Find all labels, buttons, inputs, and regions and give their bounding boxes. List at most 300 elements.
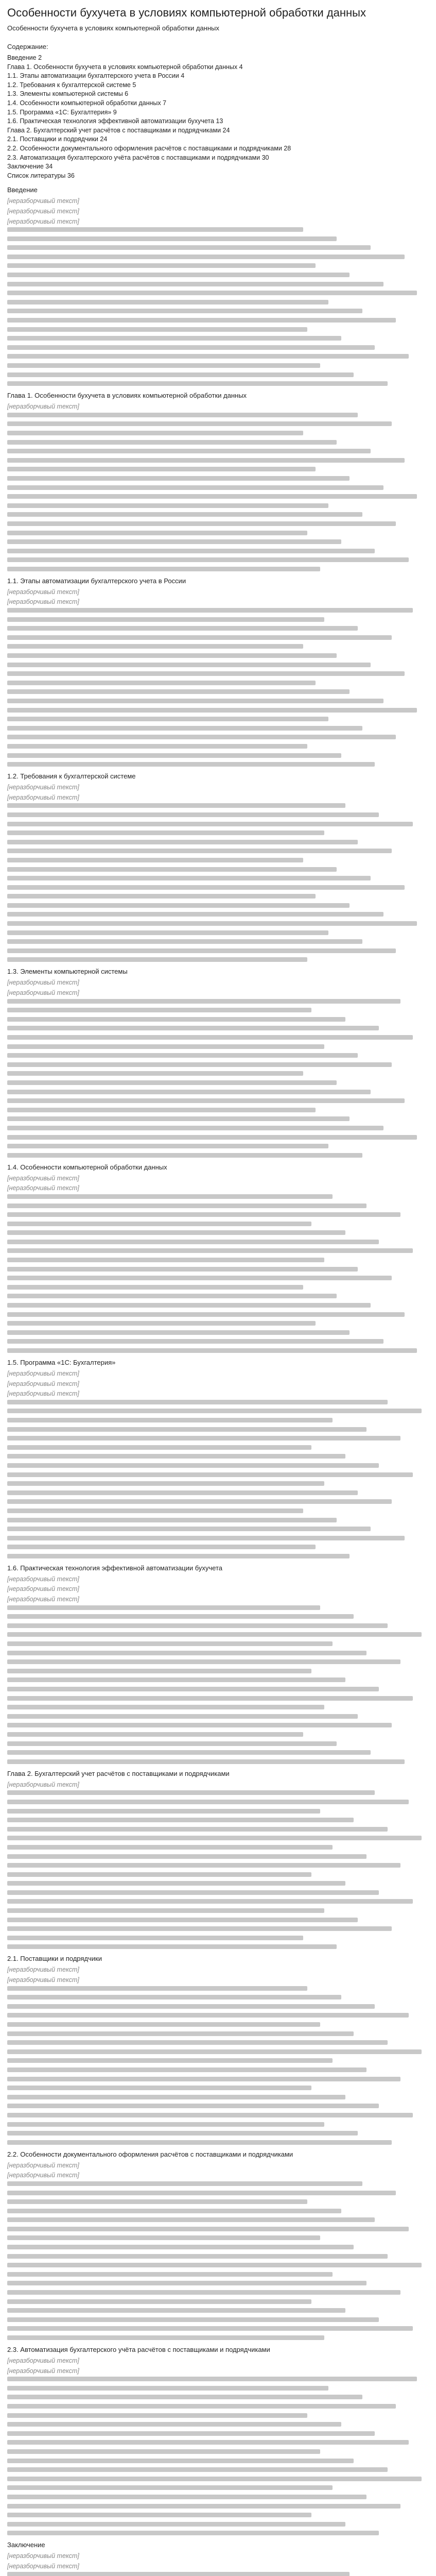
text-line-placeholder xyxy=(7,2326,413,2331)
text-line-placeholder xyxy=(7,1017,345,1022)
text-line-placeholder xyxy=(7,363,320,368)
text-line-placeholder xyxy=(7,1845,333,1850)
text-line-placeholder xyxy=(7,2299,311,2304)
text-line-placeholder xyxy=(7,1436,400,1440)
text-line-placeholder xyxy=(7,1108,316,1112)
paragraph: [неразборчивый текст] xyxy=(7,2562,79,2570)
text-line-placeholder xyxy=(7,494,417,499)
paragraph: [неразборчивый текст] xyxy=(7,1596,79,1603)
text-line-placeholder xyxy=(7,2113,413,2117)
text-line-placeholder xyxy=(7,1732,303,1737)
text-line-placeholder xyxy=(7,876,371,880)
text-line-placeholder xyxy=(7,2040,388,2045)
text-line-placeholder xyxy=(7,849,392,853)
text-line-placeholder xyxy=(7,236,337,241)
text-line-placeholder xyxy=(7,1126,383,1130)
text-line-placeholder xyxy=(7,2308,345,2313)
text-line-placeholder xyxy=(7,273,350,277)
text-line-placeholder xyxy=(7,263,316,268)
text-line-placeholder xyxy=(7,663,371,667)
text-line-placeholder xyxy=(7,345,375,350)
text-line-placeholder xyxy=(7,1881,345,1886)
section xyxy=(7,185,430,386)
text-line-placeholder xyxy=(7,291,417,295)
text-line-placeholder xyxy=(7,1723,392,1727)
text-line-placeholder xyxy=(7,753,341,758)
text-line-placeholder xyxy=(7,1499,392,1504)
text-line-placeholder xyxy=(7,2431,375,2436)
text-line-placeholder xyxy=(7,372,354,377)
text-line-placeholder xyxy=(7,671,405,676)
text-line-placeholder xyxy=(7,653,337,658)
text-line-placeholder xyxy=(7,939,362,944)
section xyxy=(7,1358,430,1558)
text-line-placeholder xyxy=(7,2386,328,2391)
text-line-placeholder xyxy=(7,1899,413,1904)
paragraph: [неразборчивый текст] xyxy=(7,403,79,411)
toc-item: Список литературы 36 xyxy=(7,172,75,179)
text-block-placeholder xyxy=(7,803,430,962)
text-block-placeholder xyxy=(7,1194,430,1353)
text-line-placeholder xyxy=(7,1267,358,1272)
paragraph: [неразборчивый текст] xyxy=(7,793,79,801)
toc-item: 1.2. Требования к бухгалтерской системе 5 xyxy=(7,81,136,89)
paragraph: [неразборчивый текст] xyxy=(7,979,79,987)
section xyxy=(7,1163,430,1353)
text-line-placeholder xyxy=(7,2104,379,2108)
text-line-placeholder xyxy=(7,539,341,544)
text-line-placeholder xyxy=(7,1212,400,1217)
text-line-placeholder xyxy=(7,689,350,694)
text-line-placeholder xyxy=(7,449,371,453)
text-line-placeholder xyxy=(7,1418,333,1422)
text-line-placeholder xyxy=(7,2513,311,2517)
text-line-placeholder xyxy=(7,2031,354,2036)
text-line-placeholder xyxy=(7,2290,400,2295)
text-line-placeholder xyxy=(7,1986,307,1991)
text-line-placeholder xyxy=(7,2049,422,2054)
text-line-placeholder xyxy=(7,1153,362,1158)
toc-item: 1.6. Практическая технология эффективной автоматизации бухучета 13 xyxy=(7,117,223,125)
text-line-placeholder xyxy=(7,1605,320,1610)
text-line-placeholder xyxy=(7,2086,311,2090)
text-line-placeholder xyxy=(7,1890,379,1895)
text-line-placeholder xyxy=(7,1008,311,1012)
paragraph: [неразборчивый текст] xyxy=(7,1966,79,1974)
text-line-placeholder xyxy=(7,309,362,313)
paragraph: [неразборчивый текст] xyxy=(7,1585,79,1593)
text-line-placeholder xyxy=(7,2122,324,2127)
text-line-placeholder xyxy=(7,1303,371,1308)
text-line-placeholder xyxy=(7,2317,379,2322)
paragraph: [неразборчивый текст] xyxy=(7,1575,79,1583)
document-body xyxy=(7,185,430,2576)
section xyxy=(7,577,430,767)
toc-item: Заключение 34 xyxy=(7,163,53,171)
paragraph: [неразборчивый текст] xyxy=(7,784,79,791)
text-line-placeholder xyxy=(7,894,316,899)
text-line-placeholder xyxy=(7,1641,333,1646)
text-line-placeholder xyxy=(7,999,400,1004)
toc-item: 2.2. Особенности документального оформления расчётов с поставщиками и подрядчиками 28 xyxy=(7,144,291,152)
text-line-placeholder xyxy=(7,282,383,286)
text-line-placeholder xyxy=(7,2404,396,2409)
text-line-placeholder xyxy=(7,867,337,872)
text-line-placeholder xyxy=(7,1135,417,1140)
text-line-placeholder xyxy=(7,1445,311,1450)
paragraph: [неразборчивый текст] xyxy=(7,1781,79,1788)
text-line-placeholder xyxy=(7,485,383,490)
text-line-placeholder xyxy=(7,1809,320,1814)
text-line-placeholder xyxy=(7,413,358,417)
text-line-placeholder xyxy=(7,2095,345,2099)
text-line-placeholder xyxy=(7,2522,345,2527)
section-title: 1.4. Особенности компьютерной обработки данных xyxy=(7,1163,167,1171)
section xyxy=(7,2345,430,2535)
text-line-placeholder xyxy=(7,762,375,767)
text-line-placeholder xyxy=(7,1222,311,1226)
text-line-placeholder xyxy=(7,1098,405,1103)
text-line-placeholder xyxy=(7,1714,358,1719)
text-line-placeholder xyxy=(7,354,409,359)
text-line-placeholder xyxy=(7,1144,328,1148)
text-line-placeholder xyxy=(7,512,362,517)
text-line-placeholder xyxy=(7,1258,324,1262)
text-line-placeholder xyxy=(7,2245,354,2249)
text-line-placeholder xyxy=(7,2181,362,2186)
section-title: Глава 1. Особенности бухучета в условиях компьютерной обработки данных xyxy=(7,392,247,400)
text-line-placeholder xyxy=(7,1463,379,1468)
text-line-placeholder xyxy=(7,1409,422,1413)
text-line-placeholder xyxy=(7,2335,324,2340)
text-line-placeholder xyxy=(7,1918,358,1922)
text-line-placeholder xyxy=(7,1827,388,1832)
text-line-placeholder xyxy=(7,1062,392,1067)
paragraph: [неразборчивый текст] xyxy=(7,2357,79,2364)
text-line-placeholder xyxy=(7,245,371,250)
text-line-placeholder xyxy=(7,2467,388,2472)
text-line-placeholder xyxy=(7,300,328,304)
text-line-placeholder xyxy=(7,699,383,703)
text-line-placeholder xyxy=(7,840,358,844)
toc-item: 2.1. Поставщики и подрядчики 24 xyxy=(7,135,108,143)
text-line-placeholder xyxy=(7,421,392,426)
text-line-placeholder xyxy=(7,2531,379,2535)
text-line-placeholder xyxy=(7,2209,341,2213)
toc-item: 1.3. Элементы компьютерной системы 6 xyxy=(7,90,129,98)
paragraph: [неразборчивый текст] xyxy=(7,588,79,596)
text-line-placeholder xyxy=(7,617,324,622)
text-line-placeholder xyxy=(7,1294,337,1298)
text-line-placeholder xyxy=(7,2131,358,2136)
text-line-placeholder xyxy=(7,440,337,445)
paragraph: [неразборчивый текст] xyxy=(7,1380,79,1387)
table-of-contents xyxy=(7,54,430,180)
section xyxy=(7,1954,430,2144)
text-line-placeholder xyxy=(7,458,405,463)
text-line-placeholder xyxy=(7,2235,320,2240)
text-line-placeholder xyxy=(7,1080,337,1085)
text-line-placeholder xyxy=(7,626,358,631)
text-line-placeholder xyxy=(7,2495,367,2499)
text-line-placeholder xyxy=(7,1312,405,1317)
paragraph: [неразборчивый текст] xyxy=(7,1174,79,1182)
text-line-placeholder xyxy=(7,1614,354,1619)
text-line-placeholder xyxy=(7,567,320,571)
paragraph: [неразборчивый текст] xyxy=(7,598,79,606)
text-line-placeholder xyxy=(7,521,396,526)
text-line-placeholder xyxy=(7,1854,367,1859)
text-line-placeholder xyxy=(7,1339,383,1344)
text-line-placeholder xyxy=(7,2254,388,2259)
text-block-placeholder xyxy=(7,227,430,386)
text-line-placeholder xyxy=(7,1687,379,1691)
toc-item: 1.5. Программа «1С: Бухгалтерия» 9 xyxy=(7,108,117,116)
text-line-placeholder xyxy=(7,957,307,962)
text-line-placeholder xyxy=(7,681,316,685)
text-line-placeholder xyxy=(7,1818,354,1822)
section-title: Заключение xyxy=(7,2541,45,2549)
toc-item: Глава 1. Особенности бухучета в условиях компьютерной обработки данных 4 xyxy=(7,63,243,71)
section-title: 1.6. Практическая технология эффективной автоматизации бухучета xyxy=(7,1564,223,1572)
paragraph: [неразборчивый текст] xyxy=(7,217,79,225)
text-line-placeholder xyxy=(7,2227,409,2231)
text-line-placeholder xyxy=(7,1481,324,1486)
section xyxy=(7,967,430,1157)
document-subtitle: Особенности бухучета в условиях компьютерной обработки данных xyxy=(7,24,219,32)
text-line-placeholder xyxy=(7,644,303,649)
toc-item: 1.1. Этапы автоматизации бухгалтерского учета в России 4 xyxy=(7,72,185,80)
text-block-placeholder xyxy=(7,1986,430,2145)
text-line-placeholder xyxy=(7,1908,324,1913)
text-line-placeholder xyxy=(7,717,328,721)
text-line-placeholder xyxy=(7,2281,367,2285)
section xyxy=(7,2540,430,2576)
section-title: 2.2. Особенности документального оформления расчётов с поставщиками и подрядчиками xyxy=(7,2150,293,2158)
section xyxy=(7,1769,430,1950)
text-line-placeholder xyxy=(7,726,362,731)
section-title: 1.3. Элементы компьютерной системы xyxy=(7,968,128,976)
text-line-placeholder xyxy=(7,1705,324,1709)
text-line-placeholder xyxy=(7,1527,371,1531)
text-line-placeholder xyxy=(7,1836,422,1840)
toc-heading: Содержание: xyxy=(7,43,48,50)
text-line-placeholder xyxy=(7,1936,303,1940)
text-line-placeholder xyxy=(7,1545,316,1549)
text-line-placeholder xyxy=(7,1509,303,1513)
text-line-placeholder xyxy=(7,1454,345,1459)
text-line-placeholder xyxy=(7,2077,400,2081)
text-line-placeholder xyxy=(7,1090,371,1094)
section-title: Глава 2. Бухгалтерский учет расчётов с поставщиками и подрядчиками xyxy=(7,1769,230,1777)
text-line-placeholder xyxy=(7,1116,350,1121)
section-title: Введение xyxy=(7,186,38,194)
text-line-placeholder xyxy=(7,336,341,341)
toc-item: Глава 2. Бухгалтерский учет расчётов с поставщиками и подрядчиками 24 xyxy=(7,126,230,134)
text-line-placeholder xyxy=(7,2058,333,2063)
section-title: 2.3. Автоматизация бухгалтерского учёта расчётов с поставщиками и подрядчиками xyxy=(7,2346,270,2353)
text-line-placeholder xyxy=(7,635,392,640)
paragraph: [неразборчивый текст] xyxy=(7,1184,79,1192)
text-line-placeholder xyxy=(7,1071,303,1076)
text-line-placeholder xyxy=(7,2067,367,2072)
paragraph: [неразборчивый текст] xyxy=(7,1976,79,1984)
text-line-placeholder xyxy=(7,822,413,826)
text-line-placeholder xyxy=(7,318,396,323)
text-line-placeholder xyxy=(7,1427,367,1432)
paragraph: [неразборчивый текст] xyxy=(7,207,79,215)
text-line-placeholder xyxy=(7,2377,417,2381)
text-block-placeholder xyxy=(7,1605,430,1764)
text-line-placeholder xyxy=(7,1790,375,1795)
section-title: 2.1. Поставщики и подрядчики xyxy=(7,1955,102,1963)
paragraph: [неразборчивый текст] xyxy=(7,2161,79,2169)
text-line-placeholder xyxy=(7,381,388,386)
text-line-placeholder xyxy=(7,431,303,435)
toc-item: 1.4. Особенности компьютерной обработки данных 7 xyxy=(7,99,167,107)
text-line-placeholder xyxy=(7,608,413,613)
text-line-placeholder xyxy=(7,327,307,332)
toc-item: Введение 2 xyxy=(7,54,42,61)
text-block-placeholder xyxy=(7,999,430,1158)
text-line-placeholder xyxy=(7,1248,413,1253)
text-line-placeholder xyxy=(7,531,307,535)
section-title: 1.2. Требования к бухгалтерской системе xyxy=(7,772,136,781)
text-line-placeholder xyxy=(7,1536,405,1540)
text-line-placeholder xyxy=(7,1651,367,1655)
text-line-placeholder xyxy=(7,1204,367,1208)
text-line-placeholder xyxy=(7,1554,350,1558)
paragraph: [неразборчивый текст] xyxy=(7,2367,79,2375)
text-block-placeholder xyxy=(7,2377,430,2535)
text-line-placeholder xyxy=(7,708,417,713)
text-line-placeholder xyxy=(7,1632,422,1637)
text-line-placeholder xyxy=(7,1230,345,1235)
text-line-placeholder xyxy=(7,812,379,817)
text-line-placeholder xyxy=(7,1348,417,1353)
text-line-placeholder xyxy=(7,549,375,553)
text-line-placeholder xyxy=(7,2191,396,2195)
paragraph: [неразборчивый текст] xyxy=(7,1390,79,1398)
text-line-placeholder xyxy=(7,476,350,481)
text-line-placeholder xyxy=(7,1944,337,1949)
text-line-placeholder xyxy=(7,1330,350,1335)
section xyxy=(7,2150,430,2340)
document-title: Особенности бухучета в условиях компьютерной обработки данных xyxy=(7,6,366,19)
toc-item: 2.3. Автоматизация бухгалтерского учёта расчётов с поставщиками и подрядчиками 30 xyxy=(7,154,269,161)
text-block-placeholder xyxy=(7,608,430,767)
text-line-placeholder xyxy=(7,2459,354,2463)
text-line-placeholder xyxy=(7,912,383,917)
text-line-placeholder xyxy=(7,1053,358,1058)
text-line-placeholder xyxy=(7,2022,320,2027)
text-line-placeholder xyxy=(7,803,345,808)
text-block-placeholder xyxy=(7,413,430,571)
text-line-placeholder xyxy=(7,557,409,562)
text-line-placeholder xyxy=(7,921,417,926)
paragraph: [неразборчивый текст] xyxy=(7,1370,79,1377)
paragraph: [неразборчивый текст] xyxy=(7,197,79,205)
text-line-placeholder xyxy=(7,903,350,908)
text-line-placeholder xyxy=(7,1623,388,1628)
text-line-placeholder xyxy=(7,744,307,749)
text-line-placeholder xyxy=(7,2217,375,2222)
text-line-placeholder xyxy=(7,1490,358,1495)
text-line-placeholder xyxy=(7,1696,413,1701)
text-line-placeholder xyxy=(7,2440,409,2445)
text-line-placeholder xyxy=(7,735,396,739)
text-block-placeholder xyxy=(7,2572,430,2576)
text-line-placeholder xyxy=(7,2263,422,2267)
section xyxy=(7,1564,430,1764)
text-line-placeholder xyxy=(7,1472,413,1477)
text-line-placeholder xyxy=(7,1285,303,1290)
text-line-placeholder xyxy=(7,2004,375,2009)
section xyxy=(7,772,430,962)
section-title: 1.5. Программа «1С: Бухгалтерия» xyxy=(7,1359,116,1366)
text-line-placeholder xyxy=(7,1669,311,1673)
text-line-placeholder xyxy=(7,1194,333,1199)
text-line-placeholder xyxy=(7,2572,350,2576)
paragraph: [неразборчивый текст] xyxy=(7,2172,79,2179)
text-line-placeholder xyxy=(7,503,328,508)
text-block-placeholder xyxy=(7,1790,430,1949)
text-line-placeholder xyxy=(7,1750,371,1755)
text-line-placeholder xyxy=(7,467,316,471)
text-line-placeholder xyxy=(7,1321,316,1326)
text-line-placeholder xyxy=(7,2395,362,2399)
text-line-placeholder xyxy=(7,885,405,890)
text-block-placeholder xyxy=(7,2181,430,2340)
text-line-placeholder xyxy=(7,2422,341,2427)
paragraph: [неразборчивый текст] xyxy=(7,989,79,997)
text-line-placeholder xyxy=(7,1759,405,1764)
text-line-placeholder xyxy=(7,255,405,259)
text-line-placeholder xyxy=(7,1044,324,1049)
text-line-placeholder xyxy=(7,858,303,862)
text-line-placeholder xyxy=(7,930,328,935)
text-line-placeholder xyxy=(7,1035,413,1040)
text-line-placeholder xyxy=(7,1518,337,1522)
text-line-placeholder xyxy=(7,1276,392,1280)
text-line-placeholder xyxy=(7,2449,320,2454)
text-line-placeholder xyxy=(7,1995,341,1999)
text-line-placeholder xyxy=(7,2504,400,2509)
text-line-placeholder xyxy=(7,831,324,835)
text-line-placeholder xyxy=(7,2140,392,2145)
text-line-placeholder xyxy=(7,2477,422,2481)
text-line-placeholder xyxy=(7,1400,388,1404)
text-line-placeholder xyxy=(7,1741,337,1746)
text-line-placeholder xyxy=(7,2013,409,2018)
text-block-placeholder xyxy=(7,1400,430,1558)
text-line-placeholder xyxy=(7,2485,333,2490)
text-line-placeholder xyxy=(7,2272,333,2277)
text-line-placeholder xyxy=(7,227,303,232)
text-line-placeholder xyxy=(7,1659,400,1664)
text-line-placeholder xyxy=(7,1872,311,1877)
text-line-placeholder xyxy=(7,1800,409,1804)
section-title: 1.1. Этапы автоматизации бухгалтерского учета в России xyxy=(7,577,186,585)
text-line-placeholder xyxy=(7,1863,400,1868)
text-line-placeholder xyxy=(7,1926,392,1931)
text-line-placeholder xyxy=(7,2199,307,2204)
text-line-placeholder xyxy=(7,1240,379,1244)
section xyxy=(7,391,430,571)
text-line-placeholder xyxy=(7,948,396,953)
text-line-placeholder xyxy=(7,1677,345,1682)
paragraph: [неразборчивый текст] xyxy=(7,2552,79,2560)
